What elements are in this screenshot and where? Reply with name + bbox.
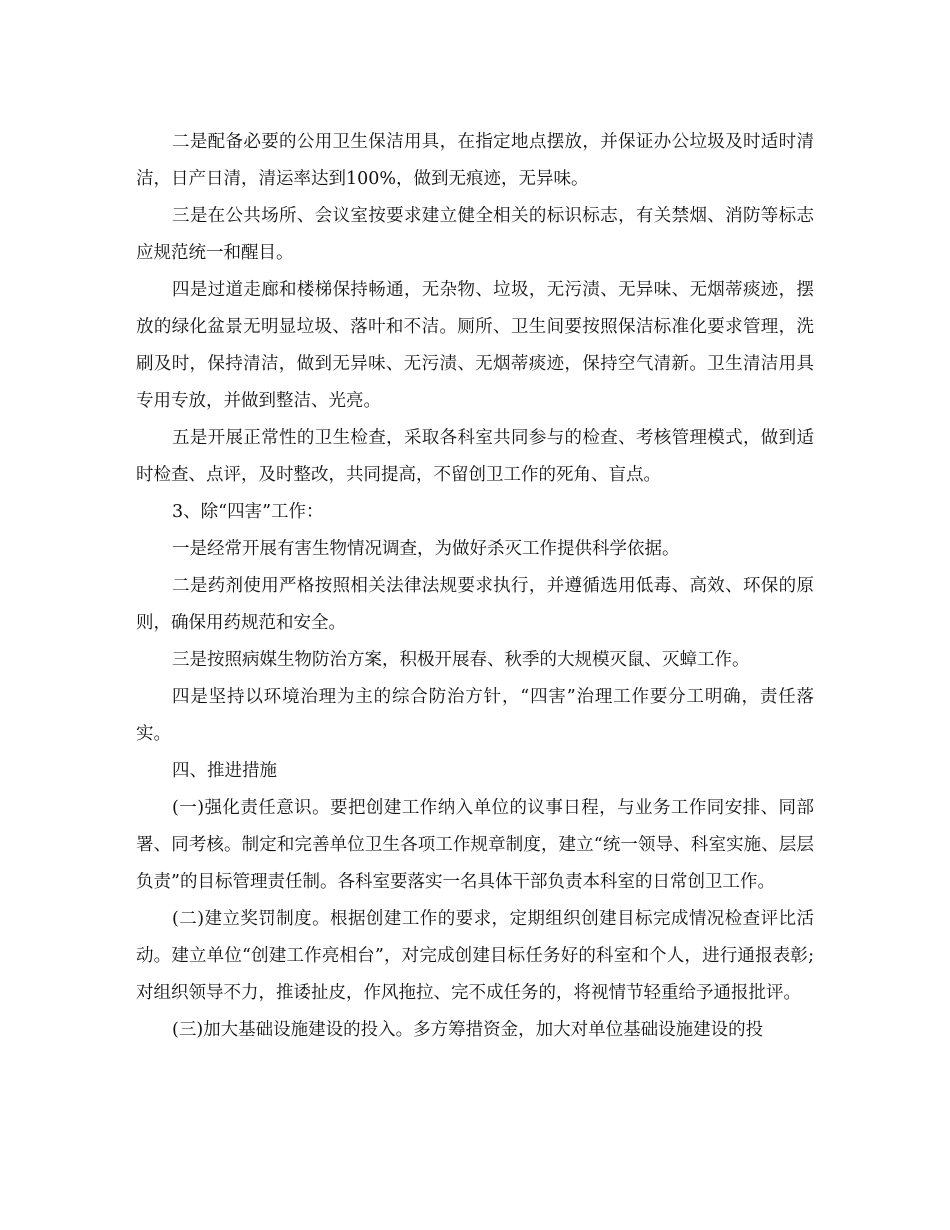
paragraph-pesticide-use: 二是药剂使用严格按照相关法律法规要求执行，并遵循选用低毒、高效、环保的原则，确保用药规范和安全。 [136,576,814,633]
paragraph-comprehensive-control: 四是坚持以环境治理为主的综合防治方针，“四害”治理工作要分工明确，责任落实。 [136,687,814,744]
paragraph-rewards-penalties: (二)建立奖罚制度。根据创建工作的要求，定期组织创建目标完成情况检查评比活动。建立单位“创建工作亮相台”，对完成创建目标任务好的科室和个人，进行通报表彰;对组织领导不力，推诿扯皮，作风拖拉、完不成任务的，将视情节轻重给予通报批评。 [136,909,814,1003]
paragraph-cleaning-tools: 二是配备必要的公用卫生保洁用具，在指定地点摆放，并保证办公垃圾及时适时清洁，日产日清，清运率达到100%，做到无痕迹，无异味。 [136,132,814,189]
paragraph-signage: 三是在公共场所、会议室按要求建立健全相关的标识标志，有关禁烟、消防等标志应规范统一和醒目。 [136,206,814,263]
paragraph-inspections: 五是开展正常性的卫生检查，采取各科室共同参与的检查、考核管理模式，做到适时检查、点评，及时整改，共同提高，不留创卫工作的死角、盲点。 [136,428,814,485]
paragraph-corridors: 四是过道走廊和楼梯保持畅通，无杂物、垃圾，无污渍、无异味、无烟蒂痰迹，摆放的绿化盆景无明显垃圾、落叶和不洁。厕所、卫生间要按照保洁标准化要求管理，洗刷及时，保持清洁，做到无异味、无污渍、无烟蒂痰迹，保持空气清新。卫生清洁用具专用专放，并做到整洁、光亮。 [136,280,814,411]
section-heading-pest-control: 3、除“四害”工作： [172,502,324,522]
section-heading-measures: 四、推进措施 [172,761,277,781]
paragraph-responsibility: (一)强化责任意识。要把创建工作纳入单位的议事日程，与业务工作同安排、同部署、同考核。制定和完善单位卫生各项工作规章制度，建立“统一领导、科室实施、层层负责”的目标管理责任制。各科室要落实一名具体干部负责本科室的日常创卫工作。 [136,798,814,892]
paragraph-infrastructure: (三)加大基础设施建设的投入。多方筹措资金，加大对单位基础设施建设的投 [172,1020,764,1040]
paragraph-pest-survey: 一是经常开展有害生物情况调查，为做好杀灭工作提供科学依据。 [172,539,680,559]
paragraph-vector-control: 三是按照病媒生物防治方案，积极开展春、秋季的大规模灭鼠、灭蟑工作。 [172,650,750,670]
document-body [136,124,814,1049]
